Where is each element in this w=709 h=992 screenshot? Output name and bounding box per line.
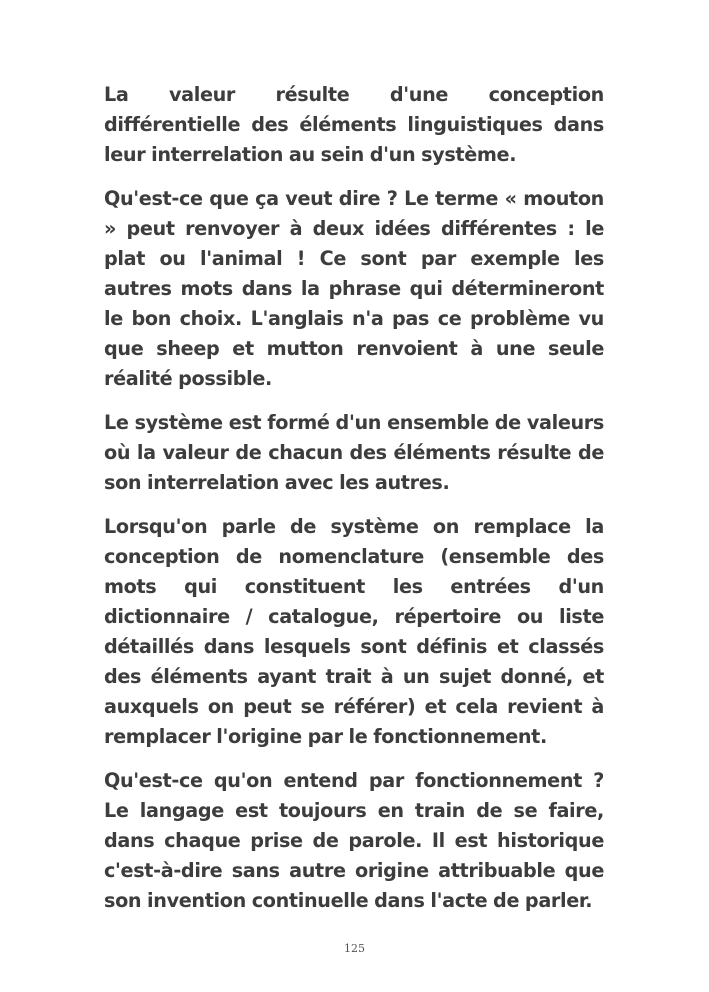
body-text xyxy=(104,80,604,930)
paragraph-fonctionnement: Qu'est-ce qu'on entend par fonctionnement ? Le langage est toujours en train de se faire, dans chaque prise de parole. Il est historique c'est-à-dire sans autre origine attribuable que son invention continuelle dans l'acte de parler. xyxy=(104,769,604,912)
paragraph-nomenclature: Lorsqu'on parle de système on remplace la conception de nomenclature (ensemble des mots qui constituent les entrées d'un dictionnaire / catalogue, répertoire ou liste détaillés dans lesquels sont définis et classés des éléments ayant trait à un sujet donné, et auxquels on peut se référer) et cela revient à remplacer l'origine par le fonctionnement. xyxy=(104,515,604,748)
paragraph-systeme: Le système est formé d'un ensemble de valeurs où la valeur de chacun des éléments résulte de son interrelation avec les autres. xyxy=(104,411,604,494)
page-number: 125 xyxy=(344,942,365,955)
paragraph-mouton: Qu'est-ce que ça veut dire ? Le terme « mouton » peut renvoyer à deux idées différentes : le plat ou l'animal ! Ce sont par exemple les autres mots dans la phrase qui détermineront le bon choix. L'anglais n'a pas ce problème vu que sheep et mutton renvoient à une seule réalité possible. xyxy=(104,187,604,390)
paragraph-valeur: La valeur résulte d'une conception différentielle des éléments linguistiques dans leur interrelation au sein d'un système. xyxy=(104,83,604,166)
